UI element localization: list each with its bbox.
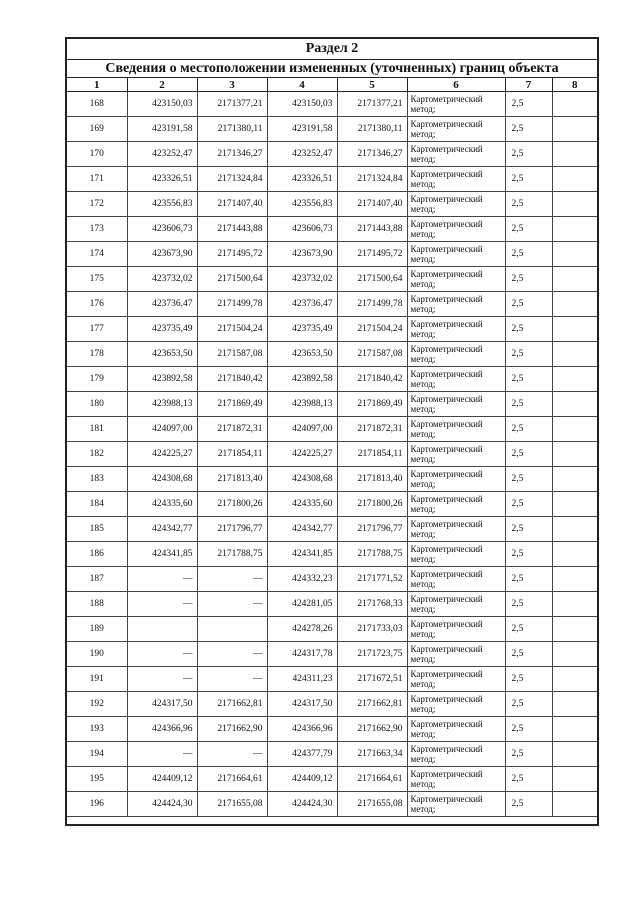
boundary-points-table [67, 77, 597, 817]
new-x-cell: 423150,03 [267, 92, 337, 117]
note-cell [552, 717, 597, 742]
document-sheet [65, 37, 599, 826]
new-y-cell: 2171443,88 [337, 217, 407, 242]
table-row [67, 392, 597, 417]
column-number: 3 [197, 78, 267, 92]
method-cell: Картометрический метод; [407, 617, 505, 642]
new-y-cell: 2171768,33 [337, 592, 407, 617]
point-number-cell: 169 [67, 117, 127, 142]
accuracy-cell: 2,5 [505, 567, 552, 592]
old-y-cell: 2171788,75 [197, 542, 267, 567]
accuracy-cell: 2,5 [505, 692, 552, 717]
accuracy-cell: 2,5 [505, 767, 552, 792]
table-row [67, 617, 597, 642]
new-x-cell: 424335,60 [267, 492, 337, 517]
point-number-cell: 192 [67, 692, 127, 717]
old-x-cell: — [127, 642, 197, 667]
accuracy-cell: 2,5 [505, 392, 552, 417]
new-x-cell: 424317,78 [267, 642, 337, 667]
old-y-cell: 2171796,77 [197, 517, 267, 542]
method-cell: Картометрический метод; [407, 742, 505, 767]
new-x-cell: 423606,73 [267, 217, 337, 242]
new-y-cell: 2171664,61 [337, 767, 407, 792]
new-x-cell: 424225,27 [267, 442, 337, 467]
old-x-cell: 423673,90 [127, 242, 197, 267]
method-cell: Картометрический метод; [407, 392, 505, 417]
method-cell: Картометрический метод; [407, 642, 505, 667]
new-x-cell: 424341,85 [267, 542, 337, 567]
accuracy-cell: 2,5 [505, 467, 552, 492]
accuracy-cell: 2,5 [505, 617, 552, 642]
table-row [67, 292, 597, 317]
point-number-cell: 176 [67, 292, 127, 317]
old-y-cell: 2171499,78 [197, 292, 267, 317]
old-x-cell: 424225,27 [127, 442, 197, 467]
new-x-cell: 423653,50 [267, 342, 337, 367]
table-row [67, 667, 597, 692]
note-cell [552, 317, 597, 342]
column-number: 8 [552, 78, 597, 92]
new-y-cell: 2171499,78 [337, 292, 407, 317]
old-y-cell: 2171872,31 [197, 417, 267, 442]
point-number-cell: 188 [67, 592, 127, 617]
note-cell [552, 767, 597, 792]
column-numbers-row [67, 78, 597, 92]
note-cell [552, 392, 597, 417]
point-number-cell: 184 [67, 492, 127, 517]
method-cell: Картометрический метод; [407, 217, 505, 242]
old-y-cell: 2171500,64 [197, 267, 267, 292]
accuracy-cell: 2,5 [505, 167, 552, 192]
old-x-cell: 423150,03 [127, 92, 197, 117]
accuracy-cell: 2,5 [505, 192, 552, 217]
table-row [67, 342, 597, 367]
table-row [67, 692, 597, 717]
new-y-cell: 2171495,72 [337, 242, 407, 267]
point-number-cell: 182 [67, 442, 127, 467]
table-row [67, 542, 597, 567]
old-y-cell: 2171587,08 [197, 342, 267, 367]
old-x-cell: 423735,49 [127, 317, 197, 342]
old-y-cell: 2171662,90 [197, 717, 267, 742]
old-y-cell: 2171662,81 [197, 692, 267, 717]
table-row [67, 792, 597, 817]
note-cell [552, 367, 597, 392]
new-y-cell: 2171788,75 [337, 542, 407, 567]
old-y-cell: 2171869,49 [197, 392, 267, 417]
method-cell: Картометрический метод; [407, 517, 505, 542]
old-x-cell: 424097,00 [127, 417, 197, 442]
old-x-cell: 424409,12 [127, 767, 197, 792]
accuracy-cell: 2,5 [505, 217, 552, 242]
table-row [67, 217, 597, 242]
note-cell [552, 617, 597, 642]
accuracy-cell: 2,5 [505, 792, 552, 817]
point-number-cell: 196 [67, 792, 127, 817]
new-x-cell: 424311,23 [267, 667, 337, 692]
accuracy-cell: 2,5 [505, 542, 552, 567]
old-y-cell [197, 617, 267, 642]
accuracy-cell: 2,5 [505, 342, 552, 367]
old-y-cell: 2171800,26 [197, 492, 267, 517]
note-cell [552, 467, 597, 492]
accuracy-cell: 2,5 [505, 317, 552, 342]
column-number: 4 [267, 78, 337, 92]
old-x-cell: 424317,50 [127, 692, 197, 717]
old-x-cell: — [127, 742, 197, 767]
old-x-cell: 423892,58 [127, 367, 197, 392]
table-row [67, 192, 597, 217]
table-row [67, 767, 597, 792]
table-row [67, 142, 597, 167]
old-y-cell: — [197, 567, 267, 592]
note-cell [552, 492, 597, 517]
new-y-cell: 2171380,11 [337, 117, 407, 142]
note-cell [552, 192, 597, 217]
new-x-cell: 424281,05 [267, 592, 337, 617]
method-cell: Картометрический метод; [407, 342, 505, 367]
new-y-cell: 2171869,49 [337, 392, 407, 417]
new-x-cell: 424278,26 [267, 617, 337, 642]
point-number-cell: 178 [67, 342, 127, 367]
column-number: 5 [337, 78, 407, 92]
point-number-cell: 191 [67, 667, 127, 692]
new-x-cell: 424308,68 [267, 467, 337, 492]
old-x-cell: 423988,13 [127, 392, 197, 417]
new-x-cell: 423736,47 [267, 292, 337, 317]
method-cell: Картометрический метод; [407, 242, 505, 267]
note-cell [552, 667, 597, 692]
new-y-cell: 2171587,08 [337, 342, 407, 367]
new-x-cell: 424342,77 [267, 517, 337, 542]
old-y-cell: 2171854,11 [197, 442, 267, 467]
table-row [67, 717, 597, 742]
new-y-cell: 2171663,34 [337, 742, 407, 767]
point-number-cell: 187 [67, 567, 127, 592]
section-title: Раздел 2 [67, 39, 597, 60]
point-number-cell: 171 [67, 167, 127, 192]
new-y-cell: 2171872,31 [337, 417, 407, 442]
column-number: 7 [505, 78, 552, 92]
old-y-cell: 2171324,84 [197, 167, 267, 192]
method-cell: Картометрический метод; [407, 367, 505, 392]
new-x-cell: 423673,90 [267, 242, 337, 267]
point-number-cell: 183 [67, 467, 127, 492]
old-y-cell: 2171377,21 [197, 92, 267, 117]
point-number-cell: 189 [67, 617, 127, 642]
new-y-cell: 2171840,42 [337, 367, 407, 392]
new-x-cell: 423252,47 [267, 142, 337, 167]
old-x-cell: 424341,85 [127, 542, 197, 567]
accuracy-cell: 2,5 [505, 592, 552, 617]
point-number-cell: 168 [67, 92, 127, 117]
new-x-cell: 424409,12 [267, 767, 337, 792]
old-y-cell: 2171655,08 [197, 792, 267, 817]
method-cell: Картометрический метод; [407, 542, 505, 567]
note-cell [552, 542, 597, 567]
point-number-cell: 180 [67, 392, 127, 417]
new-x-cell: 423326,51 [267, 167, 337, 192]
new-y-cell: 2171504,24 [337, 317, 407, 342]
point-number-cell: 173 [67, 217, 127, 242]
old-x-cell: 424366,96 [127, 717, 197, 742]
old-x-cell: 423556,83 [127, 192, 197, 217]
table-row [67, 317, 597, 342]
method-cell: Картометрический метод; [407, 92, 505, 117]
note-cell [552, 217, 597, 242]
old-y-cell: — [197, 592, 267, 617]
method-cell: Картометрический метод; [407, 167, 505, 192]
new-y-cell: 2171346,27 [337, 142, 407, 167]
old-y-cell: — [197, 742, 267, 767]
new-y-cell: 2171672,51 [337, 667, 407, 692]
old-x-cell: 423326,51 [127, 167, 197, 192]
accuracy-cell: 2,5 [505, 292, 552, 317]
note-cell [552, 167, 597, 192]
new-y-cell: 2171723,75 [337, 642, 407, 667]
old-y-cell: 2171380,11 [197, 117, 267, 142]
accuracy-cell: 2,5 [505, 492, 552, 517]
old-y-cell: — [197, 642, 267, 667]
note-cell [552, 142, 597, 167]
old-y-cell: 2171813,40 [197, 467, 267, 492]
method-cell: Картометрический метод; [407, 417, 505, 442]
old-y-cell: 2171407,40 [197, 192, 267, 217]
point-number-cell: 193 [67, 717, 127, 742]
accuracy-cell: 2,5 [505, 417, 552, 442]
method-cell: Картометрический метод; [407, 317, 505, 342]
accuracy-cell: 2,5 [505, 667, 552, 692]
note-cell [552, 792, 597, 817]
note-cell [552, 742, 597, 767]
new-y-cell: 2171854,11 [337, 442, 407, 467]
point-number-cell: 190 [67, 642, 127, 667]
point-number-cell: 170 [67, 142, 127, 167]
method-cell: Картометрический метод; [407, 492, 505, 517]
old-x-cell: — [127, 592, 197, 617]
accuracy-cell: 2,5 [505, 117, 552, 142]
new-x-cell: 424332,23 [267, 567, 337, 592]
column-number: 6 [407, 78, 505, 92]
accuracy-cell: 2,5 [505, 742, 552, 767]
method-cell: Картометрический метод; [407, 692, 505, 717]
method-cell: Картометрический метод; [407, 717, 505, 742]
new-x-cell: 423732,02 [267, 267, 337, 292]
point-number-cell: 179 [67, 367, 127, 392]
method-cell: Картометрический метод; [407, 192, 505, 217]
new-x-cell: 423735,49 [267, 317, 337, 342]
new-y-cell: 2171733,03 [337, 617, 407, 642]
point-number-cell: 194 [67, 742, 127, 767]
method-cell: Картометрический метод; [407, 592, 505, 617]
accuracy-cell: 2,5 [505, 717, 552, 742]
new-x-cell: 424377,79 [267, 742, 337, 767]
table-row [67, 417, 597, 442]
table-row [67, 442, 597, 467]
note-cell [552, 642, 597, 667]
new-y-cell: 2171796,77 [337, 517, 407, 542]
table-row [67, 642, 597, 667]
accuracy-cell: 2,5 [505, 442, 552, 467]
table-row [67, 467, 597, 492]
accuracy-cell: 2,5 [505, 367, 552, 392]
new-y-cell: 2171813,40 [337, 467, 407, 492]
method-cell: Картометрический метод; [407, 792, 505, 817]
note-cell [552, 442, 597, 467]
old-x-cell: 423606,73 [127, 217, 197, 242]
method-cell: Картометрический метод; [407, 567, 505, 592]
note-cell [552, 342, 597, 367]
table-row [67, 567, 597, 592]
new-y-cell: 2171771,52 [337, 567, 407, 592]
old-x-cell: 423736,47 [127, 292, 197, 317]
note-cell [552, 267, 597, 292]
table-row [67, 242, 597, 267]
method-cell: Картометрический метод; [407, 467, 505, 492]
old-x-cell: 423653,50 [127, 342, 197, 367]
column-number: 1 [67, 78, 127, 92]
method-cell: Картометрический метод; [407, 292, 505, 317]
new-y-cell: 2171407,40 [337, 192, 407, 217]
method-cell: Картометрический метод; [407, 667, 505, 692]
old-x-cell [127, 617, 197, 642]
point-number-cell: 175 [67, 267, 127, 292]
old-x-cell: 423191,58 [127, 117, 197, 142]
table-row [67, 167, 597, 192]
old-y-cell: 2171346,27 [197, 142, 267, 167]
old-x-cell: 423732,02 [127, 267, 197, 292]
table-row [67, 742, 597, 767]
old-y-cell: 2171495,72 [197, 242, 267, 267]
old-y-cell: — [197, 667, 267, 692]
table-row [67, 592, 597, 617]
note-cell [552, 567, 597, 592]
point-number-cell: 174 [67, 242, 127, 267]
accuracy-cell: 2,5 [505, 242, 552, 267]
new-y-cell: 2171655,08 [337, 792, 407, 817]
point-number-cell: 195 [67, 767, 127, 792]
table-row [67, 92, 597, 117]
new-y-cell: 2171662,81 [337, 692, 407, 717]
old-y-cell: 2171504,24 [197, 317, 267, 342]
new-y-cell: 2171377,21 [337, 92, 407, 117]
new-y-cell: 2171324,84 [337, 167, 407, 192]
point-number-cell: 181 [67, 417, 127, 442]
new-x-cell: 423988,13 [267, 392, 337, 417]
old-x-cell: 424342,77 [127, 517, 197, 542]
point-number-cell: 172 [67, 192, 127, 217]
table-row [67, 517, 597, 542]
old-x-cell: 424424,30 [127, 792, 197, 817]
new-x-cell: 424424,30 [267, 792, 337, 817]
point-number-cell: 186 [67, 542, 127, 567]
new-y-cell: 2171662,90 [337, 717, 407, 742]
table-row [67, 117, 597, 142]
old-x-cell: 423252,47 [127, 142, 197, 167]
note-cell [552, 92, 597, 117]
point-number-cell: 185 [67, 517, 127, 542]
old-x-cell: 424335,60 [127, 492, 197, 517]
new-x-cell: 423191,58 [267, 117, 337, 142]
table-row [67, 492, 597, 517]
accuracy-cell: 2,5 [505, 92, 552, 117]
note-cell [552, 592, 597, 617]
new-x-cell: 424317,50 [267, 692, 337, 717]
note-cell [552, 517, 597, 542]
accuracy-cell: 2,5 [505, 142, 552, 167]
old-y-cell: 2171443,88 [197, 217, 267, 242]
note-cell [552, 417, 597, 442]
table-row [67, 267, 597, 292]
method-cell: Картометрический метод; [407, 267, 505, 292]
old-x-cell: — [127, 567, 197, 592]
method-cell: Картометрический метод; [407, 767, 505, 792]
note-cell [552, 117, 597, 142]
note-cell [552, 292, 597, 317]
new-x-cell: 424366,96 [267, 717, 337, 742]
old-x-cell: 424308,68 [127, 467, 197, 492]
column-number: 2 [127, 78, 197, 92]
method-cell: Картометрический метод; [407, 442, 505, 467]
accuracy-cell: 2,5 [505, 267, 552, 292]
new-x-cell: 423892,58 [267, 367, 337, 392]
note-cell [552, 242, 597, 267]
new-y-cell: 2171800,26 [337, 492, 407, 517]
old-y-cell: 2171840,42 [197, 367, 267, 392]
new-x-cell: 423556,83 [267, 192, 337, 217]
new-x-cell: 424097,00 [267, 417, 337, 442]
new-y-cell: 2171500,64 [337, 267, 407, 292]
method-cell: Картометрический метод; [407, 142, 505, 167]
old-y-cell: 2171664,61 [197, 767, 267, 792]
old-x-cell: — [127, 667, 197, 692]
point-number-cell: 177 [67, 317, 127, 342]
table-row [67, 367, 597, 392]
accuracy-cell: 2,5 [505, 642, 552, 667]
method-cell: Картометрический метод; [407, 117, 505, 142]
note-cell [552, 692, 597, 717]
table-title: Сведения о местоположении измененных (уточненных) границ объекта [67, 59, 597, 78]
accuracy-cell: 2,5 [505, 517, 552, 542]
